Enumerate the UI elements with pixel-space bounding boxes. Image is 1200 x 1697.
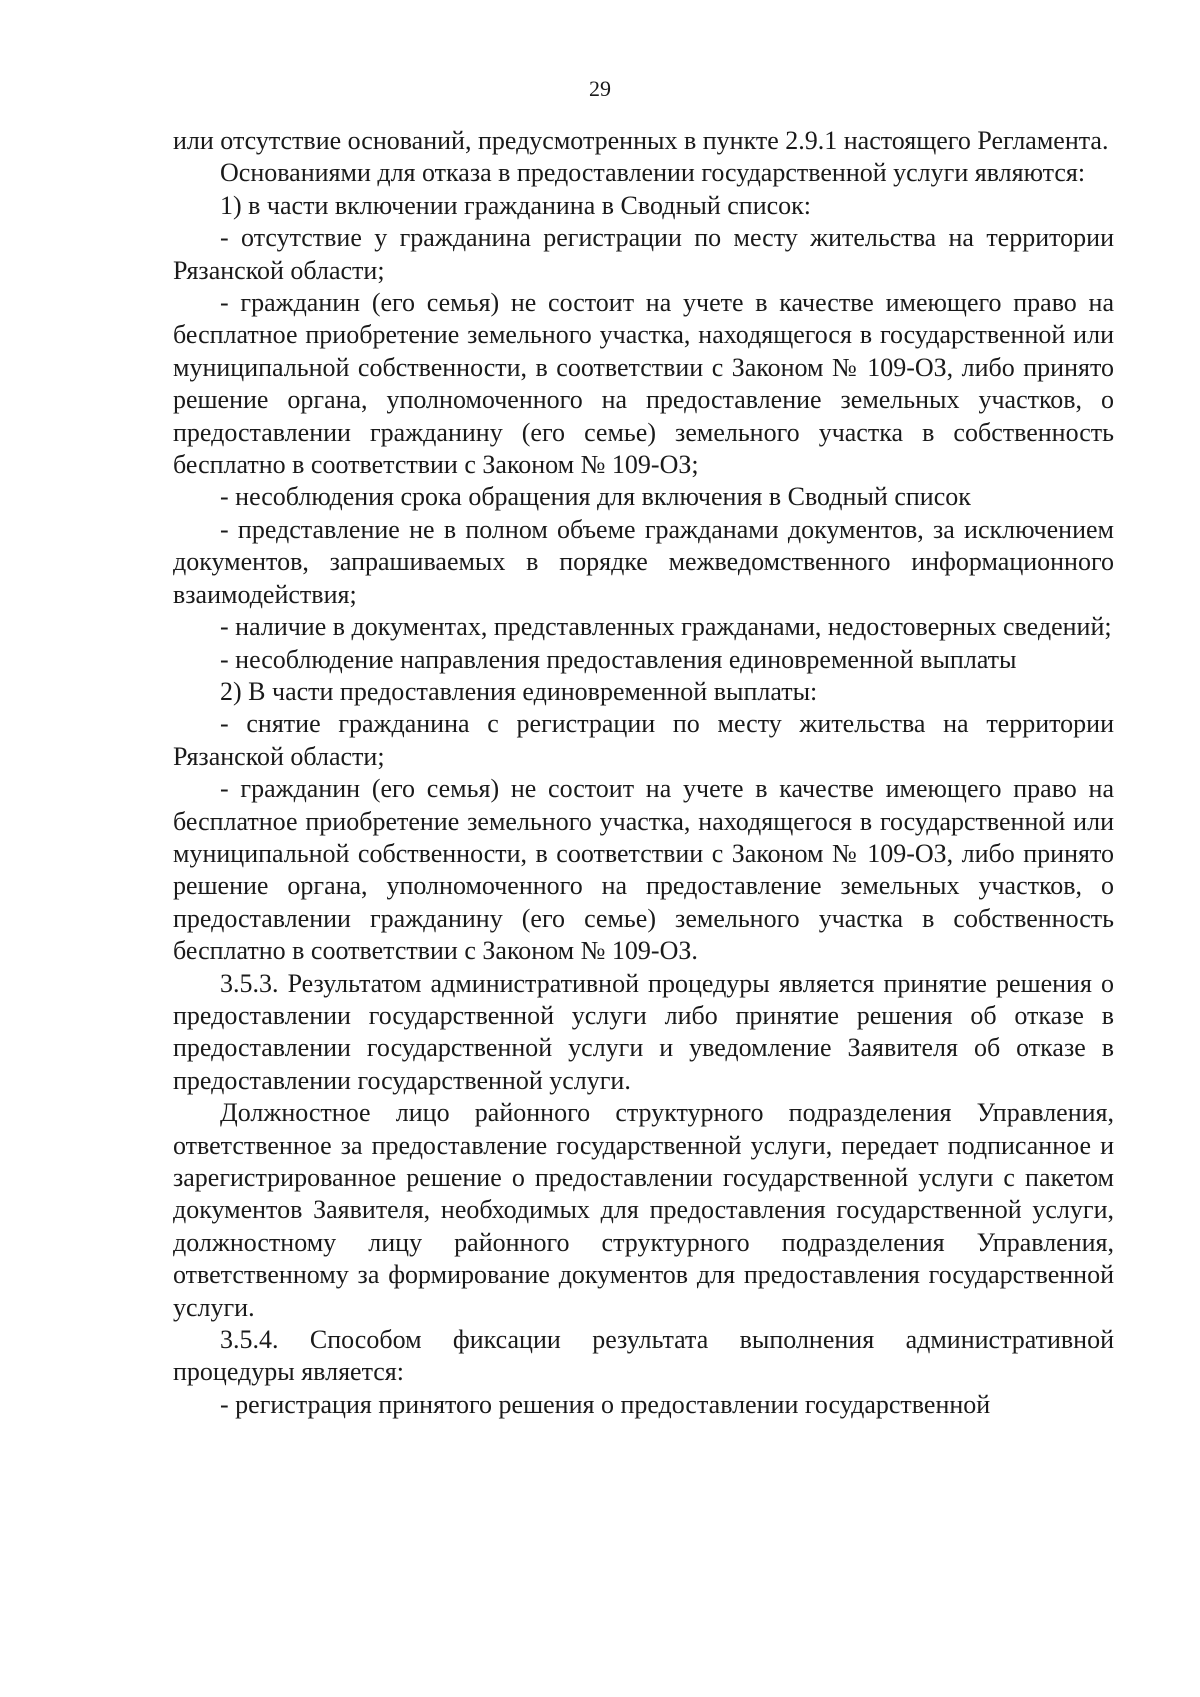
paragraph-refusal-grounds-intro: Основаниями для отказа в предоставлении государственной услуги являются: xyxy=(220,158,1086,188)
paragraph-continuation: или отсутствие оснований, предусмотренных в пункте 2.9.1 настоящего Регламента. xyxy=(173,126,1109,155)
paragraph-part-1-heading: 1) в части включении гражданина в Сводный список: xyxy=(220,190,812,220)
list-item-deadline-violation: - несоблюдения срока обращения для включения в Сводный список xyxy=(220,482,971,512)
list-item-not-registered-land-2: - гражданин (его семья) не состоит на учете в качестве имеющего право на бесплатное приобретение земельного участка, находящегося в государственной или муниципальной собственности, в соответствии с Законом № 109-ОЗ, либо принято решение органа, уполномоченного на предоставление земельных участков, о предоставлении гражданину (его семье) земельного участка в собственность бесплатно в соответствии с Законом № 109-ОЗ. xyxy=(173,774,1114,966)
document-body xyxy=(173,125,1114,1421)
list-item-not-registered-land: - гражданин (его семья) не состоит на учете в качестве имеющего право на бесплатное приобретение земельного участка, находящегося в государственной или муниципальной собственности, в соответствии с Законом № 109-ОЗ, либо принято решение органа, уполномоченного на предоставление земельных участков, о предоставлении гражданину (его семье) земельного участка в собственность бесплатно в соответствии с Законом № 109-ОЗ; xyxy=(173,288,1114,480)
list-item-no-registration: - отсутствие у гражданина регистрации по месту жительства на территории Рязанской области; xyxy=(173,223,1114,285)
paragraph-3-5-4: 3.5.4. Способом фиксации результата выполнения административной процедуры является: xyxy=(173,1325,1114,1387)
list-item-decision-registration: - регистрация принятого решения о предоставлении государственной xyxy=(220,1389,991,1419)
paragraph-part-2-heading: 2) В части предоставления единовременной выплаты: xyxy=(220,676,818,706)
list-item-payment-direction: - несоблюдение направления предоставления единовременной выплаты xyxy=(220,644,1017,674)
list-item-incomplete-documents: - представление не в полном объеме гражданами документов, за исключением документов, запрашиваемых в порядке межведомственного информационного взаимодействия; xyxy=(173,514,1114,609)
page-number: 29 xyxy=(589,76,611,101)
paragraph-official-transfer: Должностное лицо районного структурного подразделения Управления, ответственное за предоставление государственной услуги, передает подписанное и зарегистрированное решение о предоставлении государственной услуги с пакетом документов Заявителя, необходимых для предоставления государственной услуги, должностному лицу районного структурного подразделения Управления, ответственному за формирование документов для предоставления государственной услуги. xyxy=(173,1098,1114,1322)
paragraph-3-5-3: 3.5.3. Результатом административной процедуры является принятие решения о предоставлении государственной услуги либо принятие решения об отказе в предоставлении государственной услуги и уведомление Заявителя об отказе в предоставлении государственной услуги. xyxy=(173,968,1114,1095)
list-item-deregistration: - снятие гражданина с регистрации по месту жительства на территории Рязанской области; xyxy=(173,709,1114,771)
list-item-false-information: - наличие в документах, представленных гражданами, недостоверных сведений; xyxy=(220,612,1112,642)
